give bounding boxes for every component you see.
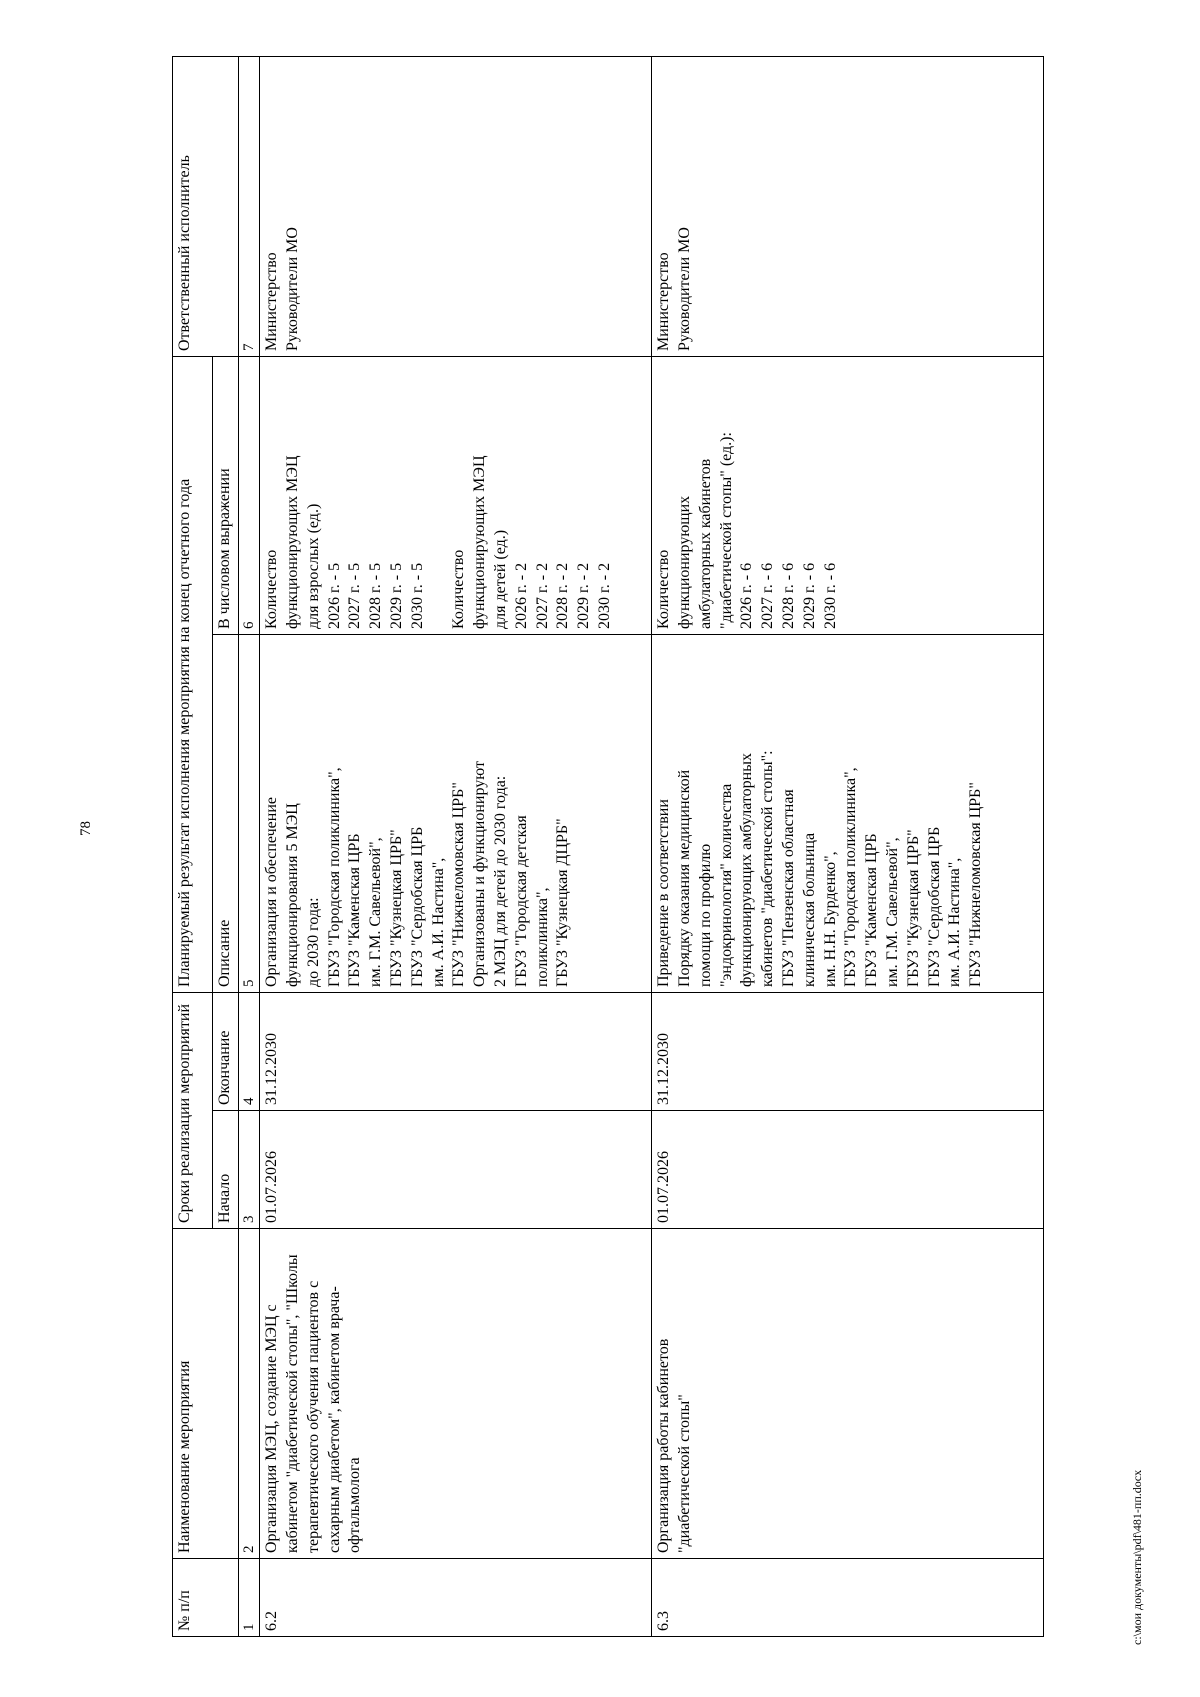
header-row-1: [173, 57, 213, 1637]
header-start: Начало: [213, 1111, 239, 1229]
result-numeric: [260, 357, 652, 635]
responsible-line: Министерство: [263, 252, 281, 351]
numeric-line: 2027 г. - 5: [346, 562, 364, 629]
numeric-line: 2030 г. - 2: [596, 562, 614, 629]
numeric-line: 2027 г. - 6: [759, 562, 777, 629]
numeric-line: 2026 г. - 2: [512, 562, 530, 629]
numeric-line: "диабетической стопы" (ед.):: [717, 432, 735, 629]
description-line: ГБУЗ "Городская поликлиника",: [325, 767, 343, 987]
responsible-line: Руководители МО: [676, 227, 694, 351]
responsible: [652, 57, 1044, 357]
description-line: им. Г.М. Савельевой",: [367, 837, 385, 987]
description-line: ГБУЗ "Городская поликлиника",: [842, 767, 860, 987]
description-line: им. А.И. Настина",: [946, 857, 964, 987]
description-line: ГБУЗ "Нижнеломовская ЦРБ": [967, 782, 985, 987]
description-line: Организация и обеспечение: [263, 797, 281, 987]
result-numeric: [652, 357, 1044, 635]
start-date: 01.07.2026: [260, 1111, 652, 1229]
description-line: ГБУЗ "Кузнецкая ЦРБ": [904, 829, 922, 987]
description-line: помощи по профилю: [696, 843, 714, 987]
description-line: кабинетов "диабетической стопы":: [759, 750, 777, 987]
numeric-line: функционирующих МЭЦ: [471, 455, 489, 629]
description-line: ГБУЗ "Кузнецкая ЦРБ": [388, 829, 406, 987]
description-line: им. А.И. Настина",: [429, 857, 447, 987]
numeric-line: амбулаторных кабинетов: [696, 458, 714, 629]
numeric-line: Количество: [655, 549, 673, 629]
numeric-line: Количество: [263, 549, 281, 629]
column-number: 3: [238, 1111, 260, 1229]
description-line: Порядку оказания медицинской: [676, 769, 694, 987]
responsible: [260, 57, 652, 357]
description-line: ГБУЗ "Каменская ЦРБ: [346, 833, 364, 987]
numeric-line: 2028 г. - 2: [554, 562, 572, 629]
description-line: ГБУЗ "Сердобская ЦРБ: [925, 826, 943, 987]
description-line: Приведение в соответствии: [655, 799, 673, 987]
numeric-line: 2026 г. - 6: [738, 562, 756, 629]
header-terms: Сроки реализации мероприятий: [173, 993, 213, 1229]
column-number: 1: [238, 1559, 260, 1637]
description-line: ГБУЗ "Кузнецкая ДЦРБ": [554, 818, 572, 987]
table-row-6-3: [652, 57, 1044, 1637]
row-number: 6.3: [652, 1559, 1044, 1637]
description-line: поликлиника",: [533, 887, 551, 987]
numeric-line: Количество: [450, 549, 468, 629]
description-line: функционирующих амбулаторных: [738, 753, 756, 987]
numeric-line: 2030 г. - 5: [408, 562, 426, 629]
start-date: 01.07.2026: [652, 1111, 1044, 1229]
description-line: ГБУЗ "Сердобская ЦРБ: [408, 826, 426, 987]
description-line: функционирования 5 МЭЦ: [284, 803, 302, 987]
page-number: 78: [78, 821, 94, 836]
numeric-line: 2026 г. - 5: [325, 562, 343, 629]
numeric-line: 2029 г. - 2: [575, 562, 593, 629]
numeric-line: для взрослых (ед.): [304, 503, 322, 629]
end-date: 31.12.2030: [652, 993, 1044, 1111]
result-description: [652, 635, 1044, 993]
description-line: им. Н.Н. Бурденко",: [821, 851, 839, 987]
column-number: 4: [238, 993, 260, 1111]
column-number: 2: [238, 1229, 260, 1559]
header-numeric: В числовом выражении: [213, 357, 239, 635]
numeric-line: 2028 г. - 6: [780, 562, 798, 629]
table-row-6-2: [260, 57, 652, 1637]
description-line: ГБУЗ "Каменская ЦРБ: [863, 833, 881, 987]
description-line: Организованы и функционируют: [471, 761, 489, 987]
numeric-line: 2028 г. - 5: [367, 562, 385, 629]
numeric-line: 2030 г. - 6: [821, 562, 839, 629]
result-description: [260, 635, 652, 993]
column-numbers-row: [238, 57, 260, 1637]
rotated-table-container: [172, 57, 1032, 1637]
description-line: до 2030 года:: [304, 897, 322, 987]
numeric-line: функционирующих МЭЦ: [284, 455, 302, 629]
responsible-line: Министерство: [655, 252, 673, 351]
numeric-line: функционирующих: [676, 495, 694, 629]
numeric-line: 2027 г. - 2: [533, 562, 551, 629]
description-line: клиническая больница: [800, 832, 818, 987]
footer-file-path: c:\мои документы\pdf\481-пп.docx: [1130, 1469, 1144, 1645]
header-result: Планируемый результат исполнения мероприятия на конец отчетного года: [173, 357, 213, 993]
measure-name: Организация МЭЦ, создание МЭЦ с кабинетом "диабетической стопы", "Школы терапевтического обучения пациентов с сахарным диабетом", кабинетом врача-офтальмолога: [260, 1229, 652, 1559]
description-line: ГБУЗ "Нижнеломовская ЦРБ": [450, 782, 468, 987]
header-end: Окончание: [213, 993, 239, 1111]
header-responsible: Ответственный исполнитель: [173, 57, 239, 357]
description-line: 2 МЭЦ для детей до 2030 года:: [492, 775, 510, 987]
header-name: Наименование мероприятия: [173, 1229, 239, 1559]
column-number: 5: [238, 635, 260, 993]
column-number: 6: [238, 357, 260, 635]
responsible-line: Руководители МО: [284, 227, 302, 351]
numeric-line: 2029 г. - 6: [800, 562, 818, 629]
header-description: Описание: [213, 635, 239, 993]
spacer: [429, 362, 450, 629]
measures-table: [172, 56, 1044, 1637]
measure-name: Организация работы кабинетов "диабетической стопы": [652, 1229, 1044, 1559]
numeric-line: для детей (ед.): [492, 529, 510, 629]
header-num: № п/п: [173, 1559, 239, 1637]
description-line: им. Г.М. Савельевой",: [884, 837, 902, 987]
end-date: 31.12.2030: [260, 993, 652, 1111]
row-number: 6.2: [260, 1559, 652, 1637]
column-number: 7: [238, 57, 260, 357]
description-line: ГБУЗ "Городская детская: [512, 815, 530, 987]
description-line: ГБУЗ "Пензенская областная: [780, 789, 798, 987]
description-line: "эндокринология" количества: [717, 783, 735, 987]
numeric-line: 2029 г. - 5: [388, 562, 406, 629]
